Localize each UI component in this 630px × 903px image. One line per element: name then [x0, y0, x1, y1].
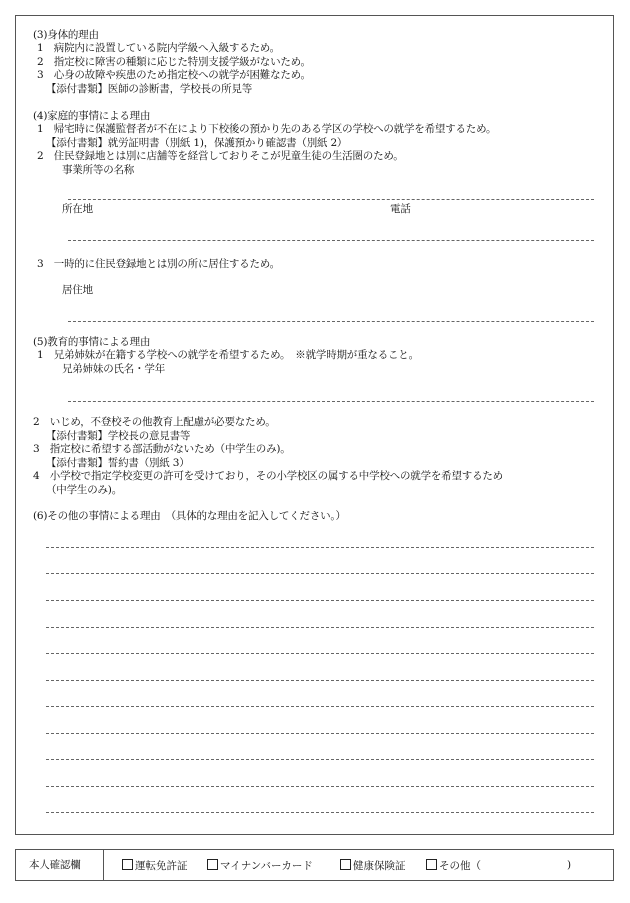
section-3-item-2: 2 指定校に障害の種類に応じた特別支援学級がないため。	[37, 56, 311, 68]
section-5-item-3: 3 指定校に希望する部活動がないため（中学生のみ)。	[33, 443, 291, 455]
identity-check-box	[15, 849, 614, 881]
footer-divider	[103, 850, 104, 880]
section-5-attachment-2: 【添付書類】学校長の意見書等	[46, 430, 191, 442]
section-6-title: (6)その他の事情による理由 （具体的な理由を記入してください。）	[33, 510, 346, 522]
office-name-line[interactable]	[68, 199, 594, 200]
option-my-number-card[interactable]: マイナンバーカード	[207, 859, 313, 873]
sibling-label: 兄弟姉妹の氏名・学年	[62, 363, 165, 375]
section-5-title: (5)教育的事情による理由	[33, 336, 151, 348]
section-5-item-4: 4 小学校で指定学校変更の許可を受けており，その小学校区の属する中学校への就学を希望するため	[33, 470, 503, 482]
reason-line-5[interactable]	[46, 653, 594, 654]
section-3-item-3: 3 心身の故障や疾患のため指定校への就学が困難なため。	[37, 69, 311, 81]
section-4-item-1: 1 帰宅時に保護監督者が不在により下校後の預かり先のある学区の学校への就学を希望するため。	[37, 123, 497, 135]
checkbox-icon[interactable]	[207, 859, 218, 870]
option-health-insurance[interactable]: 健康保険証	[340, 859, 406, 873]
checkbox-icon[interactable]	[340, 859, 351, 870]
address-line[interactable]	[68, 240, 594, 241]
section-4-title: (4)家庭的事情による理由	[33, 110, 151, 122]
section-5-item-2: 2 いじめ，不登校その他教育上配慮が必要なため。	[33, 416, 276, 428]
reason-line-6[interactable]	[46, 680, 594, 681]
identity-check-label: 本人確認欄	[29, 859, 81, 871]
reason-line-10[interactable]	[46, 786, 594, 787]
checkbox-icon[interactable]	[426, 859, 437, 870]
reason-line-3[interactable]	[46, 600, 594, 601]
reason-line-7[interactable]	[46, 706, 594, 707]
reason-line-11[interactable]	[46, 812, 594, 813]
option-other-close: )	[567, 859, 572, 871]
phone-label: 電話	[390, 203, 411, 215]
address-label: 所在地	[62, 203, 93, 215]
section-5-attachment-3: 【添付書類】誓約書（別紙 3）	[46, 457, 190, 469]
checkbox-icon[interactable]	[122, 859, 133, 870]
reason-line-2[interactable]	[46, 573, 594, 574]
section-3-attachment: 【添付書類】医師の診断書，学校長の所見等	[46, 83, 252, 95]
option-drivers-license[interactable]: 運転免許証	[122, 859, 188, 873]
residence-label: 居住地	[62, 284, 93, 296]
reason-line-8[interactable]	[46, 733, 594, 734]
residence-line[interactable]	[68, 321, 594, 322]
option-other[interactable]: その他（	[426, 859, 481, 873]
section-4-item-3: 3 一時的に住民登録地とは別の所に居住するため。	[37, 258, 280, 270]
section-3-title: (3)身体的理由	[33, 29, 99, 41]
reason-line-4[interactable]	[46, 627, 594, 628]
section-4-item-2: 2 住民登録地とは別に店舗等を経営しておりそこが児童生徒の生活圏のため。	[37, 150, 404, 162]
section-5-item-4-note: （中学生のみ)。	[46, 484, 122, 496]
section-4-attachment: 【添付書類】就労証明書（別紙 1)，保護預かり確認書（別紙 2）	[46, 137, 348, 149]
section-3-item-1: 1 病院内に設置している院内学級へ入級するため。	[37, 42, 280, 54]
section-5-item-1: 1 兄弟姉妹が在籍する学校への就学を希望するため。 ※就学時期が重なること。	[37, 349, 419, 361]
sibling-line[interactable]	[68, 401, 594, 402]
reason-line-9[interactable]	[46, 759, 594, 760]
reason-line-1[interactable]	[46, 547, 594, 548]
office-name-label: 事業所等の名称	[62, 164, 135, 176]
